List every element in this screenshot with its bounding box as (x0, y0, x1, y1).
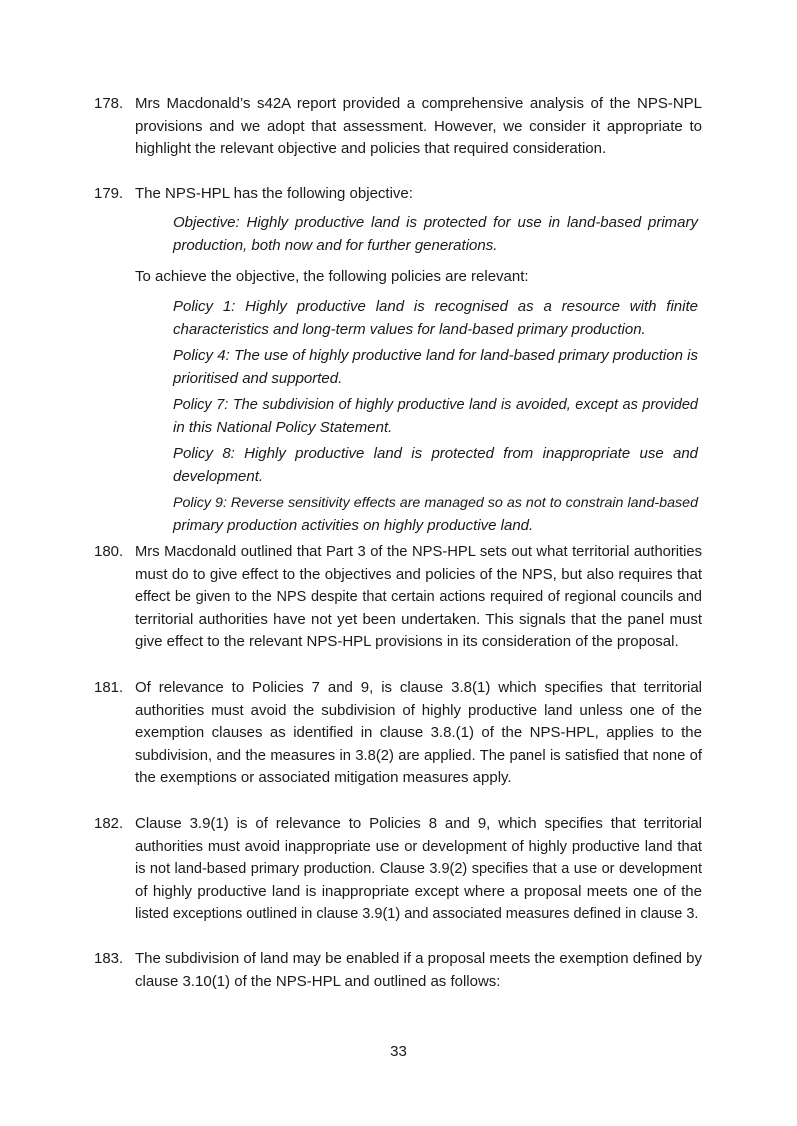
text-line: effect be given to the NPS despite that certain actions required of regional councils and (135, 589, 702, 605)
text-line: development. (173, 467, 264, 485)
paragraph-number: 179. (94, 185, 124, 202)
text-line: The NPS-HPL has the following objective: (135, 185, 413, 202)
paragraph-body (135, 813, 702, 926)
text-line: Mrs Macdonald’s s42A report provided a comprehensive analysis of the NPS-NPL (135, 95, 702, 112)
text-line: highlight the relevant objective and policies that required consideration. (135, 140, 607, 157)
page-number: 33 (390, 1043, 407, 1060)
policy-7-quote (173, 394, 698, 439)
paragraph-178 (94, 93, 702, 161)
text-line: Policy 1: Highly productive land is recognised as a resource with finite (173, 298, 698, 315)
text-line: of highly productive land is inappropriate except where a proposal meets one of the (135, 882, 702, 900)
paragraph-180 (94, 541, 702, 654)
paragraph-body (135, 677, 702, 790)
text-line: Clause 3.9(1) is of relevance to Policies 8 and 9, which specifies that territorial (135, 815, 702, 832)
text-line: give effect to the relevant NPS-HPL provisions in its consideration of the proposal. (135, 633, 679, 650)
paragraph-183 (94, 948, 702, 993)
paragraph-number: 180. (94, 543, 124, 560)
paragraph-body (135, 93, 702, 161)
paragraph-number: 181. (94, 679, 124, 696)
text-line: provisions and we adopt that assessment. However, we consider it appropriate to (135, 117, 702, 135)
text-line: Objective: Highly productive land is protected for use in land-based primary (173, 214, 698, 231)
policy-4-quote (173, 345, 698, 390)
policies-intro: To achieve the objective, the following policies are relevant: (135, 268, 529, 285)
text-line: prioritised and supported. (173, 369, 343, 387)
paragraph-body (135, 541, 702, 654)
paragraph-number: 182. (94, 815, 124, 832)
text-line: must do to give effect to the objectives and policies of the NPS, but also requires that (135, 565, 702, 583)
text-line: Of relevance to Policies 7 and 9, is clause 3.8(1) which specifies that territorial (135, 679, 702, 696)
policy-8-quote (173, 443, 698, 488)
text-line: in this National Policy Statement. (173, 418, 393, 436)
text-line: authorities must avoid inappropriate use or development of highly productive land that (135, 838, 702, 855)
text-line: the exemptions or associated mitigation measures apply. (135, 769, 512, 786)
policy-9-quote (173, 492, 698, 537)
paragraph-179 (94, 183, 702, 206)
text-line: Policy 8: Highly productive land is protected from inappropriate use and (173, 445, 698, 462)
text-line: is not land-based primary production. Clause 3.9(2) specifies that a use or development (135, 861, 702, 877)
text-line: primary production activities on highly productive land. (173, 516, 534, 534)
text-line: exemption clauses as identified in clause 3.8.(1) of the NPS-HPL, applies to the (135, 724, 702, 741)
text-line: authorities must avoid the subdivision of highly productive land unless one of the (135, 701, 702, 719)
paragraph-181 (94, 677, 702, 790)
text-line: subdivision, and the measures in 3.8(2) are applied. The panel is satisfied that none of (135, 747, 702, 764)
text-line: clause 3.10(1) of the NPS-HPL and outlined as follows: (135, 972, 501, 990)
paragraph-body (135, 948, 702, 993)
text-line: Policy 4: The use of highly productive land for land-based primary production is (173, 347, 698, 364)
policy-1-quote (173, 296, 698, 341)
text-line: characteristics and long-term values for land-based primary production. (173, 320, 646, 338)
text-line: Policy 7: The subdivision of highly productive land is avoided, except as provided (173, 397, 698, 413)
text-line: Mrs Macdonald outlined that Part 3 of the NPS-HPL sets out what territorial authorities (135, 544, 702, 560)
paragraph-number: 178. (94, 95, 124, 112)
text-line: listed exceptions outlined in clause 3.9(1) and associated measures defined in clause 3. (135, 906, 699, 922)
text-line: Policy 9: Reverse sensitivity effects are managed so as not to constrain land-based (173, 495, 698, 511)
paragraph-182 (94, 813, 702, 926)
text-line: The subdivision of land may be enabled if a proposal meets the exemption defined by (135, 950, 703, 967)
paragraph-body (135, 183, 702, 206)
text-line: production, both now and for further generations. (173, 236, 498, 254)
paragraph-number: 183. (94, 950, 124, 967)
text-line: territorial authorities have not yet been undertaken. This signals that the panel must (135, 610, 702, 628)
objective-quote (173, 212, 698, 257)
